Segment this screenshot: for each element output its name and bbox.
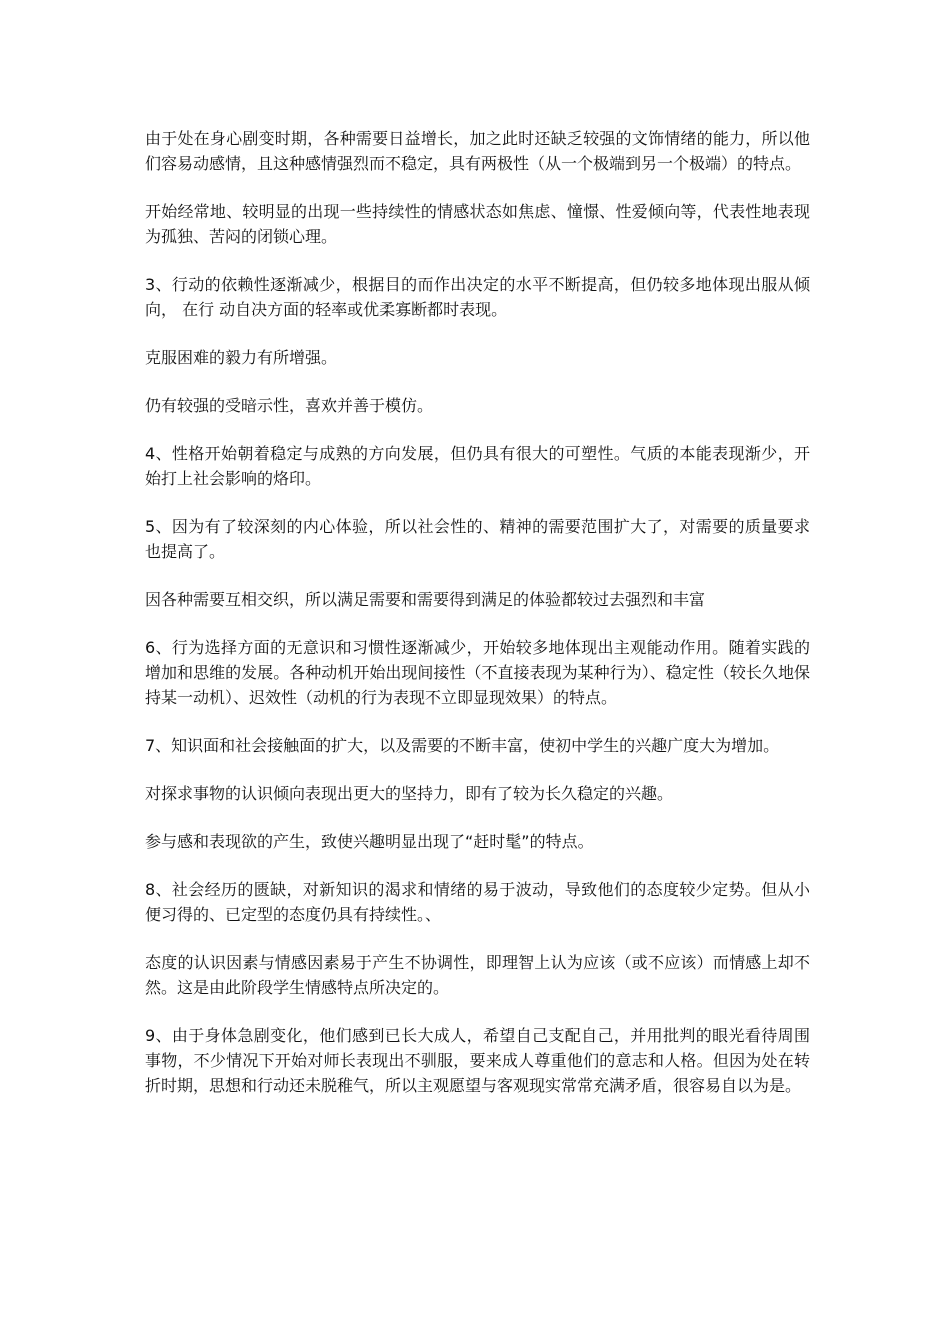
paragraph-item-5-needs: 5、因为有了较深刻的内心体验，所以社会性的、精神的需要范围扩大了，对需要的质量要求也提高了。 xyxy=(145,517,810,561)
paragraph-item-7-interests: 7、知识面和社会接触面的扩大，以及需要的不断丰富，使初中学生的兴趣广度大为增加。 xyxy=(145,736,780,755)
paragraph-item-4-personality: 4、性格开始朝着稳定与成熟的方向发展，但仍具有很大的可塑性。气质的本能表现渐少，开始打上社会影响的烙印。 xyxy=(145,444,810,488)
paragraph-item-3-action-dependence: 3、行动的依赖性逐渐减少，根据目的而作出决定的水平不断提高，但仍较多地体现出服从倾向， 在行 动自决方面的轻率或优柔寡断都时表现。 xyxy=(145,275,810,319)
document-body xyxy=(145,126,810,1121)
paragraph-item-6-motivation: 6、行为选择方面的无意识和习惯性逐渐减少，开始较多地体现出主观能动作用。随着实践的增加和思维的发展。各种动机开始出现间接性（不直接表现为某种行为）、稳定性（较长久地保持某一动机）、迟效性（动机的行为表现不立即显现效果）的特点。 xyxy=(145,638,810,707)
paragraph-item-9-independence: 9、由于身体急剧变化，他们感到已长大成人，希望自己支配自己，并用批判的眼光看待周围事物，不少情况下开始对师长表现出不驯服，要来成人尊重他们的意志和人格。但因为处在转折时期，思想和行动还未脱稚气，所以主观愿望与客观现实常常充满矛盾，很容易自以为是。 xyxy=(145,1026,810,1095)
paragraph-attitude-conflict: 态度的认识因素与情感因素易于产生不协调性，即理智上认为应该（或不应该）而情感上却不然。这是由此阶段学生情感特点所决定的。 xyxy=(145,953,810,997)
paragraph-sustained-emotions: 开始经常地、较明显的出现一些持续性的情感状态如焦虑、憧憬、性爱倾向等，代表性地表现为孤独、苦闷的闭锁心理。 xyxy=(145,202,810,246)
paragraph-suggestibility: 仍有较强的受暗示性，喜欢并善于模仿。 xyxy=(145,396,434,415)
paragraph-emotion-volatility: 由于处在身心剧变时期，各种需要日益增长，加之此时还缺乏较强的文饰情绪的能力，所以他们容易动感情，且这种感情强烈而不稳定，具有两极性（从一个极端到另一个极端）的特点。 xyxy=(145,129,810,173)
paragraph-needs-interwoven: 因各种需要互相交织，所以满足需要和需要得到满足的体验都较过去强烈和丰富 xyxy=(145,590,706,609)
paragraph-stable-interests: 对探求事物的认识倾向表现出更大的坚持力，即有了较为长久稳定的兴趣。 xyxy=(145,784,674,803)
paragraph-fashion-trend: 参与感和表现欲的产生，致使兴趣明显出现了“赶时髦”的特点。 xyxy=(145,832,594,851)
paragraph-perseverance: 克服困难的毅力有所增强。 xyxy=(145,348,338,367)
paragraph-item-8-attitude: 8、社会经历的匮缺，对新知识的渴求和情绪的易于波动，导致他们的态度较少定势。但从小便习得的、已定型的态度仍具有持续性。、 xyxy=(145,880,810,924)
